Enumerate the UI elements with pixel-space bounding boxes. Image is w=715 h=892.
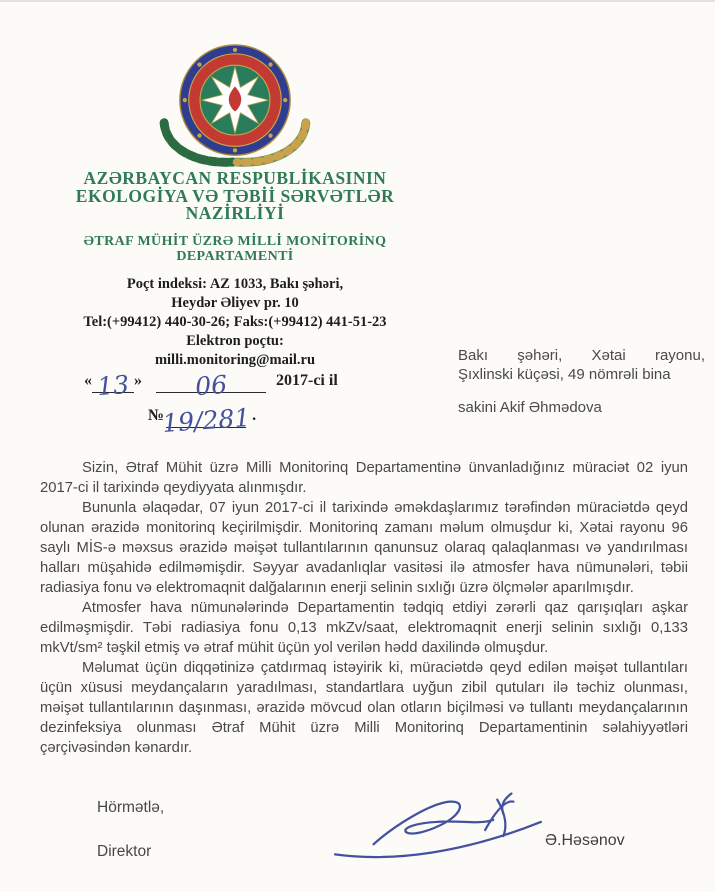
director-signature	[333, 791, 551, 863]
ministry-name	[25, 170, 445, 223]
email-address: milli.monitoring@mail.ru	[154, 351, 316, 368]
ministry-name-line2: EKOLOGİYA VƏ TƏBİİ SƏRVƏTLƏR	[75, 185, 395, 206]
paragraph-monitoring: Bununla əlaqədar, 07 iyun 2017-ci il tarixində əməkdaşlarımız tərəfindən müraciətdə qeyd olunan ərazidə monitorinq keçirilmişdir. Monitorinq zamanı məlum olmuşdur ki, Xətai rayonu 96 saylı MİS-ə məxsus ərazidə məişət tullantılarının qanunsuz olaraq qalaqlanması və yandırılması halları müşahidə edilməmişdir. Səyyar avadanlıqlar vasitəsi ilə atmosfer hava nümunələri, təbii radiasiya fonu və elektromaqnit dalğalarının enerji selinin sıxlığı üzrə ölçmələr aparılmışdır.	[40, 500, 688, 596]
closing-salutation: Hörmətlə,	[97, 799, 165, 816]
department-name	[25, 234, 445, 264]
day-blank-line	[92, 366, 134, 402]
year-text: 2017-ci il	[276, 372, 338, 389]
recipient-address-line1: Bakı şəhəri, Xətai rayonu,	[458, 347, 705, 364]
handwritten-number: 19/281	[161, 402, 252, 439]
contact-block	[25, 275, 445, 370]
handwritten-day: 13	[96, 369, 131, 402]
number-blank-line	[161, 401, 252, 439]
signer-name: Ə.Həsənov	[545, 832, 625, 849]
letter-body	[40, 458, 688, 758]
month-blank-line	[156, 366, 266, 402]
ministry-name-line3: NAZİRLİYİ	[185, 203, 285, 223]
paragraph-measurements: Atmosfer hava nümunələrində Departamentin tədqiq etdiyi zərərli qaz qarışıqları aşkar edilməşmişdir. Təbi radiasiya fonu 0,13 mkZv/saat, elektromaqnit enerji selinin sıxlığı 0,133 mkVt/sm² təşkil etmiş və ətraf mühit üçün yol verilən hədd daxilində olmuşdur.	[40, 600, 688, 656]
quote-close: »	[134, 372, 142, 389]
letterhead	[25, 44, 445, 370]
recipient-name-line: sakini Akif Əhmədova	[458, 399, 602, 416]
number-sign: №	[148, 407, 165, 424]
phone-fax-line: Tel:(+99412) 440-30-26; Faks:(+99412) 441-51-23	[83, 313, 387, 330]
postal-address-line2: Heydər Əliyev pr. 10	[171, 294, 299, 311]
signer-title: Direktor	[97, 843, 152, 860]
email-label: Elektron poçtu:	[186, 332, 284, 349]
ministry-name-line1: AZƏRBAYCAN RESPUBLİKASININ	[83, 168, 387, 188]
letter-number-row	[148, 401, 257, 439]
paragraph-registration: Sizin, Ətraf Mühit üzrə Milli Monitorinq Departamentinə ünvanladığınız müraciət 02 iyun 2017-ci il tarixində qeydiyyata alınmışdır.	[40, 460, 688, 496]
quote-open: «	[84, 372, 92, 389]
department-name-line1: ƏTRAF MÜHİT ÜZRƏ MİLLİ MONİTORİNQ	[83, 233, 387, 249]
azerbaijan-state-emblem-icon	[146, 44, 324, 168]
recipient-block	[458, 346, 705, 417]
recipient-address-line2: Şıxlinski küçəsi, 49 nömrəli bina	[458, 366, 671, 383]
letter-date-row	[84, 366, 338, 402]
postal-address-line1: Poçt indeksi: AZ 1033, Bakı şəhəri,	[126, 275, 344, 292]
department-name-line2: DEPARTAMENTİ	[176, 248, 294, 264]
handwritten-month: 06	[194, 369, 229, 402]
paragraph-jurisdiction: Məlumat üçün diqqətinizə çatdırmaq istəyirik ki, müraciətdə qeyd edilən məişət tullantıları üçün xüsusi meydançaların yaradılması, standartlara uyğun zibil qutuları ilə təchiz olunması, məişət tullantılarının daşınması, ərazidə mövcud olan otların biçilməsi və tullantı meydançalarının dezinfeksiya olunması Ətraf Mühit üzrə Milli Monitorinq Departamentinin səlahiyyətləri çərçivəsindən kənardır.	[40, 660, 688, 756]
number-trailing-dot: .	[252, 407, 257, 424]
